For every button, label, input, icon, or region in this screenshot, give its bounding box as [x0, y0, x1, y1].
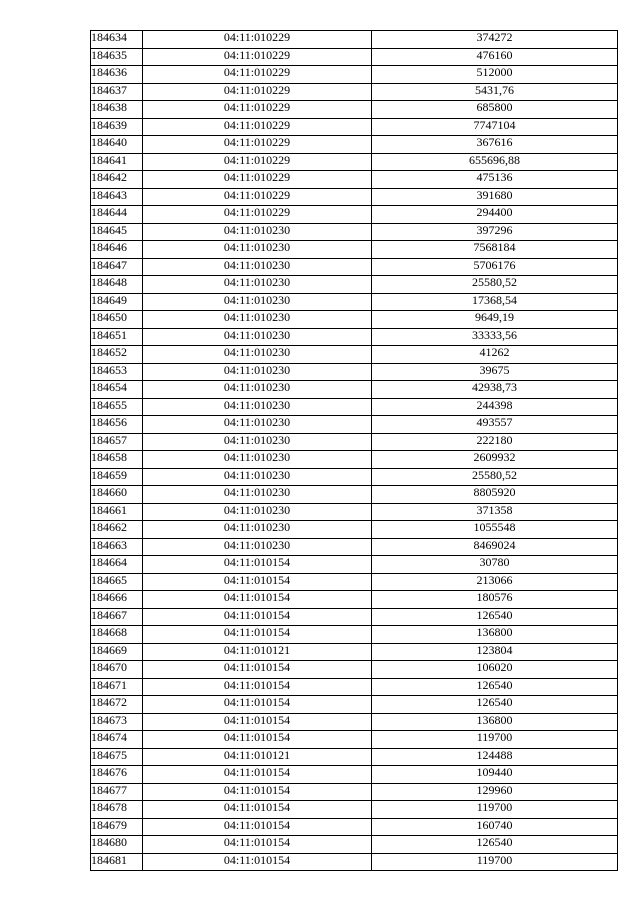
row-code-cell: 04:11:010154 [143, 608, 372, 626]
table-row [91, 206, 618, 224]
row-value-cell: 25580,52 [372, 468, 618, 486]
row-id-cell: 184646 [91, 241, 143, 259]
table-row [91, 818, 618, 836]
row-code-cell: 04:11:010229 [143, 31, 372, 49]
row-value-cell: 655696,88 [372, 153, 618, 171]
row-value-cell: 2609932 [372, 451, 618, 469]
row-code-cell: 04:11:010230 [143, 276, 372, 294]
row-id-cell: 184671 [91, 678, 143, 696]
table-row [91, 153, 618, 171]
table-row [91, 416, 618, 434]
row-code-cell: 04:11:010230 [143, 503, 372, 521]
row-value-cell: 685800 [372, 101, 618, 119]
row-code-cell: 04:11:010154 [143, 678, 372, 696]
row-id-cell: 184674 [91, 731, 143, 749]
row-value-cell: 17368,54 [372, 293, 618, 311]
row-id-cell: 184681 [91, 853, 143, 871]
row-id-cell: 184673 [91, 713, 143, 731]
row-id-cell: 184650 [91, 311, 143, 329]
row-code-cell: 04:11:010230 [143, 311, 372, 329]
row-code-cell: 04:11:010154 [143, 731, 372, 749]
row-value-cell: 180576 [372, 591, 618, 609]
row-id-cell: 184654 [91, 381, 143, 399]
row-code-cell: 04:11:010230 [143, 486, 372, 504]
table-row [91, 311, 618, 329]
table-row [91, 48, 618, 66]
table-row [91, 766, 618, 784]
row-value-cell: 136800 [372, 713, 618, 731]
row-value-cell: 126540 [372, 608, 618, 626]
row-code-cell: 04:11:010229 [143, 153, 372, 171]
row-value-cell: 475136 [372, 171, 618, 189]
table-row [91, 748, 618, 766]
row-value-cell: 123804 [372, 643, 618, 661]
row-id-cell: 184638 [91, 101, 143, 119]
row-id-cell: 184636 [91, 66, 143, 84]
row-value-cell: 30780 [372, 556, 618, 574]
row-code-cell: 04:11:010230 [143, 381, 372, 399]
table-row [91, 836, 618, 854]
row-code-cell: 04:11:010154 [143, 766, 372, 784]
row-value-cell: 7568184 [372, 241, 618, 259]
row-code-cell: 04:11:010154 [143, 626, 372, 644]
row-code-cell: 04:11:010121 [143, 748, 372, 766]
row-id-cell: 184663 [91, 538, 143, 556]
row-value-cell: 119700 [372, 801, 618, 819]
row-code-cell: 04:11:010230 [143, 416, 372, 434]
row-value-cell: 367616 [372, 136, 618, 154]
row-code-cell: 04:11:010230 [143, 241, 372, 259]
row-value-cell: 391680 [372, 188, 618, 206]
table-row [91, 363, 618, 381]
row-id-cell: 184667 [91, 608, 143, 626]
row-code-cell: 04:11:010229 [143, 66, 372, 84]
table-row [91, 643, 618, 661]
row-value-cell: 8805920 [372, 486, 618, 504]
row-value-cell: 493557 [372, 416, 618, 434]
row-id-cell: 184666 [91, 591, 143, 609]
row-id-cell: 184645 [91, 223, 143, 241]
table-row [91, 521, 618, 539]
row-id-cell: 184653 [91, 363, 143, 381]
row-code-cell: 04:11:010154 [143, 661, 372, 679]
row-value-cell: 119700 [372, 853, 618, 871]
row-value-cell: 9649,19 [372, 311, 618, 329]
row-id-cell: 184655 [91, 398, 143, 416]
table-row [91, 783, 618, 801]
row-code-cell: 04:11:010154 [143, 783, 372, 801]
row-code-cell: 04:11:010230 [143, 293, 372, 311]
table-row [91, 731, 618, 749]
row-code-cell: 04:11:010121 [143, 643, 372, 661]
table-row [91, 83, 618, 101]
table-row [91, 188, 618, 206]
row-id-cell: 184665 [91, 573, 143, 591]
table-row [91, 398, 618, 416]
row-id-cell: 184670 [91, 661, 143, 679]
row-value-cell: 25580,52 [372, 276, 618, 294]
row-value-cell: 136800 [372, 626, 618, 644]
row-value-cell: 126540 [372, 696, 618, 714]
row-value-cell: 512000 [372, 66, 618, 84]
row-value-cell: 1055548 [372, 521, 618, 539]
row-id-cell: 184669 [91, 643, 143, 661]
table-row [91, 626, 618, 644]
table-row [91, 451, 618, 469]
row-id-cell: 184668 [91, 626, 143, 644]
row-value-cell: 126540 [372, 678, 618, 696]
table-row [91, 328, 618, 346]
row-id-cell: 184652 [91, 346, 143, 364]
row-value-cell: 42938,73 [372, 381, 618, 399]
row-code-cell: 04:11:010154 [143, 853, 372, 871]
row-code-cell: 04:11:010230 [143, 223, 372, 241]
row-code-cell: 04:11:010154 [143, 591, 372, 609]
table-row [91, 801, 618, 819]
row-value-cell: 33333,56 [372, 328, 618, 346]
row-id-cell: 184640 [91, 136, 143, 154]
row-code-cell: 04:11:010230 [143, 468, 372, 486]
table-row [91, 591, 618, 609]
table-row [91, 293, 618, 311]
table-row [91, 136, 618, 154]
table-row [91, 538, 618, 556]
row-id-cell: 184664 [91, 556, 143, 574]
table-row [91, 31, 618, 49]
table-row [91, 118, 618, 136]
row-id-cell: 184637 [91, 83, 143, 101]
table-row [91, 66, 618, 84]
table-row [91, 276, 618, 294]
row-code-cell: 04:11:010230 [143, 363, 372, 381]
row-id-cell: 184658 [91, 451, 143, 469]
row-value-cell: 397296 [372, 223, 618, 241]
row-id-cell: 184644 [91, 206, 143, 224]
row-code-cell: 04:11:010154 [143, 713, 372, 731]
table-row [91, 678, 618, 696]
row-value-cell: 39675 [372, 363, 618, 381]
row-value-cell: 124488 [372, 748, 618, 766]
table-row [91, 503, 618, 521]
row-value-cell: 5431,76 [372, 83, 618, 101]
table-row [91, 101, 618, 119]
row-value-cell: 109440 [372, 766, 618, 784]
row-code-cell: 04:11:010230 [143, 538, 372, 556]
row-id-cell: 184639 [91, 118, 143, 136]
row-id-cell: 184641 [91, 153, 143, 171]
row-value-cell: 371358 [372, 503, 618, 521]
row-value-cell: 222180 [372, 433, 618, 451]
table-row [91, 661, 618, 679]
row-code-cell: 04:11:010229 [143, 171, 372, 189]
row-code-cell: 04:11:010230 [143, 451, 372, 469]
row-id-cell: 184648 [91, 276, 143, 294]
row-id-cell: 184660 [91, 486, 143, 504]
table-body [91, 31, 618, 871]
data-table [90, 30, 618, 871]
table-row [91, 433, 618, 451]
row-code-cell: 04:11:010230 [143, 346, 372, 364]
row-code-cell: 04:11:010229 [143, 48, 372, 66]
row-id-cell: 184649 [91, 293, 143, 311]
row-value-cell: 476160 [372, 48, 618, 66]
row-code-cell: 04:11:010154 [143, 801, 372, 819]
row-value-cell: 106020 [372, 661, 618, 679]
row-value-cell: 5706176 [372, 258, 618, 276]
row-id-cell: 184647 [91, 258, 143, 276]
row-value-cell: 129960 [372, 783, 618, 801]
table-row [91, 223, 618, 241]
row-value-cell: 294400 [372, 206, 618, 224]
row-value-cell: 41262 [372, 346, 618, 364]
row-code-cell: 04:11:010229 [143, 136, 372, 154]
row-id-cell: 184659 [91, 468, 143, 486]
row-code-cell: 04:11:010230 [143, 521, 372, 539]
row-id-cell: 184643 [91, 188, 143, 206]
row-code-cell: 04:11:010154 [143, 556, 372, 574]
row-id-cell: 184677 [91, 783, 143, 801]
table-row [91, 258, 618, 276]
table-row [91, 696, 618, 714]
row-code-cell: 04:11:010229 [143, 188, 372, 206]
row-id-cell: 184680 [91, 836, 143, 854]
row-id-cell: 184634 [91, 31, 143, 49]
row-code-cell: 04:11:010229 [143, 118, 372, 136]
row-id-cell: 184678 [91, 801, 143, 819]
table-row [91, 608, 618, 626]
table-row [91, 713, 618, 731]
row-code-cell: 04:11:010230 [143, 328, 372, 346]
row-code-cell: 04:11:010229 [143, 83, 372, 101]
table-row [91, 486, 618, 504]
table-row [91, 171, 618, 189]
row-value-cell: 7747104 [372, 118, 618, 136]
row-value-cell: 244398 [372, 398, 618, 416]
row-value-cell: 213066 [372, 573, 618, 591]
row-id-cell: 184651 [91, 328, 143, 346]
row-value-cell: 126540 [372, 836, 618, 854]
row-id-cell: 184679 [91, 818, 143, 836]
row-id-cell: 184635 [91, 48, 143, 66]
table-row [91, 346, 618, 364]
row-id-cell: 184676 [91, 766, 143, 784]
row-value-cell: 8469024 [372, 538, 618, 556]
row-id-cell: 184675 [91, 748, 143, 766]
row-code-cell: 04:11:010229 [143, 206, 372, 224]
table-row [91, 468, 618, 486]
row-value-cell: 160740 [372, 818, 618, 836]
row-code-cell: 04:11:010229 [143, 101, 372, 119]
table-row [91, 853, 618, 871]
row-code-cell: 04:11:010154 [143, 818, 372, 836]
table-row [91, 573, 618, 591]
row-id-cell: 184657 [91, 433, 143, 451]
table-row [91, 241, 618, 259]
row-code-cell: 04:11:010154 [143, 836, 372, 854]
row-code-cell: 04:11:010230 [143, 258, 372, 276]
row-id-cell: 184661 [91, 503, 143, 521]
row-value-cell: 119700 [372, 731, 618, 749]
row-code-cell: 04:11:010154 [143, 696, 372, 714]
row-id-cell: 184642 [91, 171, 143, 189]
row-code-cell: 04:11:010230 [143, 433, 372, 451]
row-code-cell: 04:11:010230 [143, 398, 372, 416]
row-id-cell: 184662 [91, 521, 143, 539]
row-id-cell: 184672 [91, 696, 143, 714]
row-code-cell: 04:11:010154 [143, 573, 372, 591]
row-id-cell: 184656 [91, 416, 143, 434]
table-row [91, 381, 618, 399]
row-value-cell: 374272 [372, 31, 618, 49]
table-row [91, 556, 618, 574]
